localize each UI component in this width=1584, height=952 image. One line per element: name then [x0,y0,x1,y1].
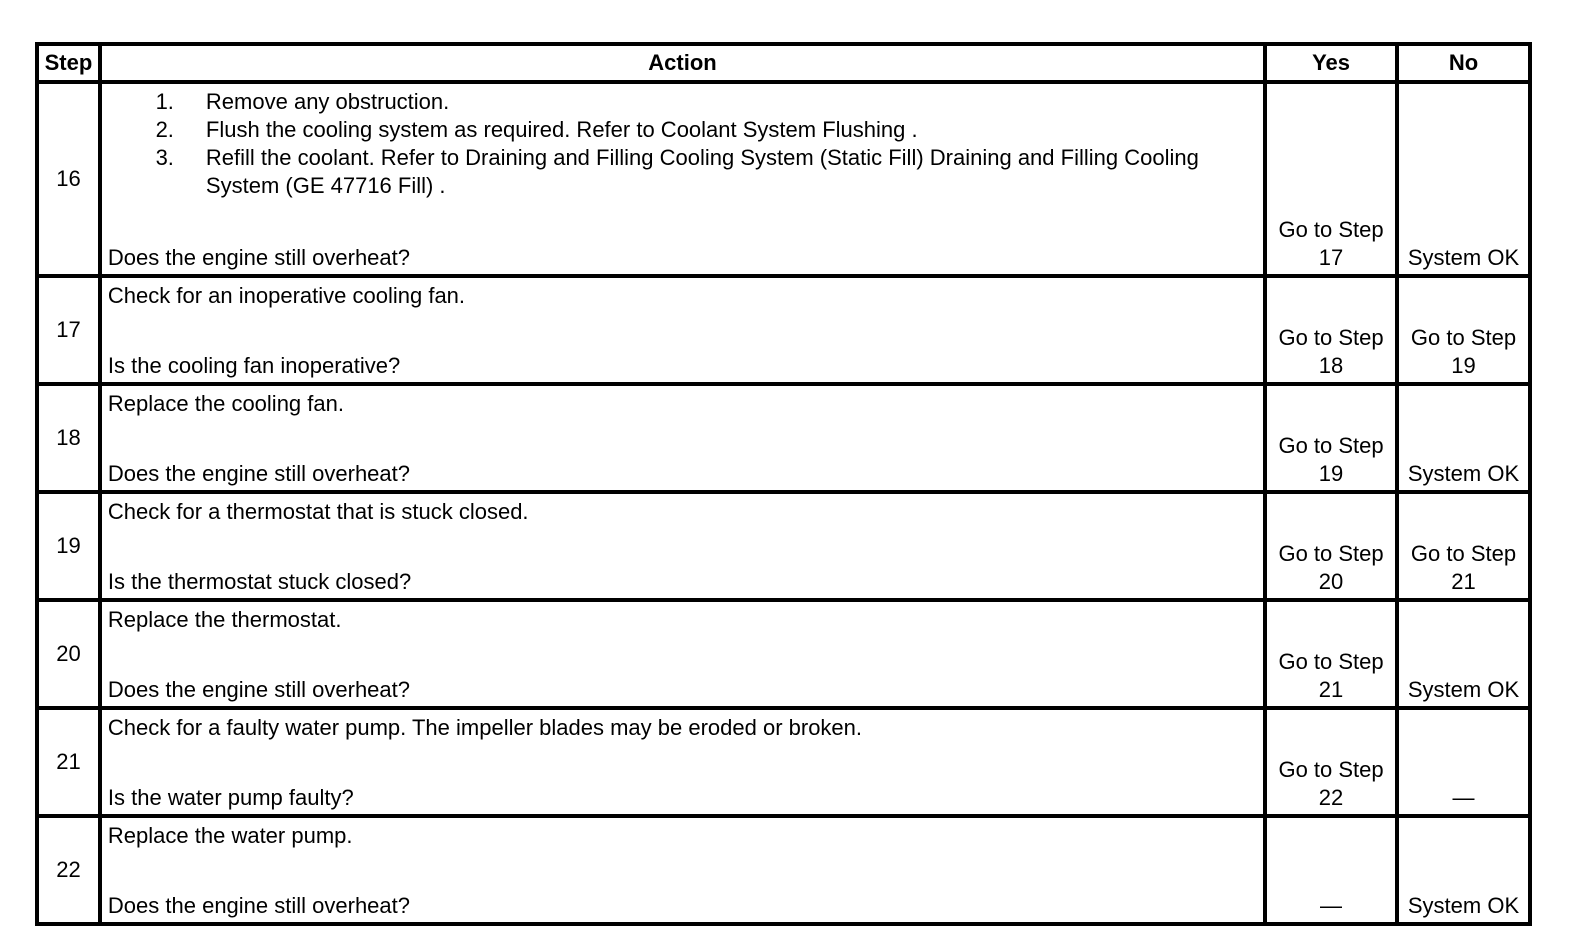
no-cell [1397,82,1530,276]
action-text: Check for a thermostat that is stuck closed. [107,499,529,524]
no-line-2: 21 [1451,569,1476,594]
action-cell [100,384,1265,492]
no-cell [1397,708,1530,816]
yes-cell [1265,276,1397,384]
yes-line-2: 19 [1318,461,1344,486]
header-step: Step [37,44,100,82]
yes-line-1: Go to Step [1278,325,1384,350]
action-text: Check for a faulty water pump. The impeller blades may be eroded or broken. [107,715,863,740]
yes-line-1: Go to Step [1278,217,1384,242]
yes-line-2: — [1320,893,1343,918]
step-number: 21 [37,708,100,816]
list-item-number: 3. [155,145,174,170]
action-cell [100,276,1265,384]
yes-cell [1265,384,1397,492]
action-steps-list [108,88,1257,200]
no-line-2: System OK [1407,461,1520,486]
yes-cell [1265,816,1397,924]
list-item-text: Flush the cooling system as required. Refer to Coolant System Flushing . [205,117,918,142]
table-row [37,816,1530,924]
list-item [155,144,1257,200]
yes-cell [1265,82,1397,276]
no-line-2: System OK [1407,893,1520,918]
step-number: 19 [37,492,100,600]
no-line-1: Go to Step [1410,541,1517,566]
action-question: Does the engine still overheat? [107,245,411,270]
action-cell [100,600,1265,708]
step-number: 17 [37,276,100,384]
no-line-2: 19 [1451,353,1476,378]
table-row [37,708,1530,816]
action-text: Replace the thermostat. [107,607,342,632]
yes-cell [1265,708,1397,816]
list-item-text: Refill the coolant. Refer to Draining and Filling Cooling System (Static Fill) Draining and Filling Cooling System (GE 47716 Fill) . [205,145,1199,198]
step-number: 22 [37,816,100,924]
action-question: Does the engine still overheat? [107,677,411,702]
header-yes: Yes [1265,44,1397,82]
action-cell [100,492,1265,600]
yes-line-1: Go to Step [1278,541,1384,566]
no-cell [1397,276,1530,384]
action-question: Does the engine still overheat? [107,461,411,486]
step-number: 18 [37,384,100,492]
list-item-text: Remove any obstruction. [205,89,450,114]
action-cell [100,708,1265,816]
table-row [37,276,1530,384]
no-line-1: Go to Step [1410,325,1517,350]
no-cell [1397,492,1530,600]
table-row [37,600,1530,708]
header-no: No [1397,44,1530,82]
no-cell [1397,600,1530,708]
action-text: Check for an inoperative cooling fan. [107,283,466,308]
yes-cell [1265,492,1397,600]
action-cell [100,816,1265,924]
action-question: Is the water pump faulty? [107,785,354,810]
list-item-number: 2. [155,117,174,142]
yes-cell [1265,600,1397,708]
no-line-2: System OK [1407,677,1520,702]
no-cell [1397,384,1530,492]
yes-line-1: Go to Step [1278,757,1384,782]
yes-line-2: 17 [1318,245,1344,270]
table-header-row [37,44,1530,82]
step-number: 20 [37,600,100,708]
yes-line-1: Go to Step [1278,649,1384,674]
no-line-2: — [1452,785,1475,810]
action-question: Is the cooling fan inoperative? [107,353,401,378]
table-row [37,82,1530,276]
action-text: Replace the cooling fan. [107,391,344,416]
no-cell [1397,816,1530,924]
diagnostic-table [35,42,1532,926]
header-action: Action [100,44,1265,82]
action-cell [100,82,1265,276]
step-number: 16 [37,82,100,276]
table-row [37,384,1530,492]
yes-line-2: 21 [1318,677,1344,702]
table-row [37,492,1530,600]
action-question: Does the engine still overheat? [107,893,411,918]
yes-line-2: 18 [1318,353,1344,378]
list-item [155,116,1257,144]
list-item-number: 1. [155,89,174,114]
list-item [155,88,1257,116]
yes-line-2: 20 [1318,569,1344,594]
yes-line-1: Go to Step [1278,433,1384,458]
yes-line-2: 22 [1318,785,1344,810]
action-question: Is the thermostat stuck closed? [107,569,412,594]
no-line-2: System OK [1407,245,1520,270]
action-text: Replace the water pump. [107,823,353,848]
